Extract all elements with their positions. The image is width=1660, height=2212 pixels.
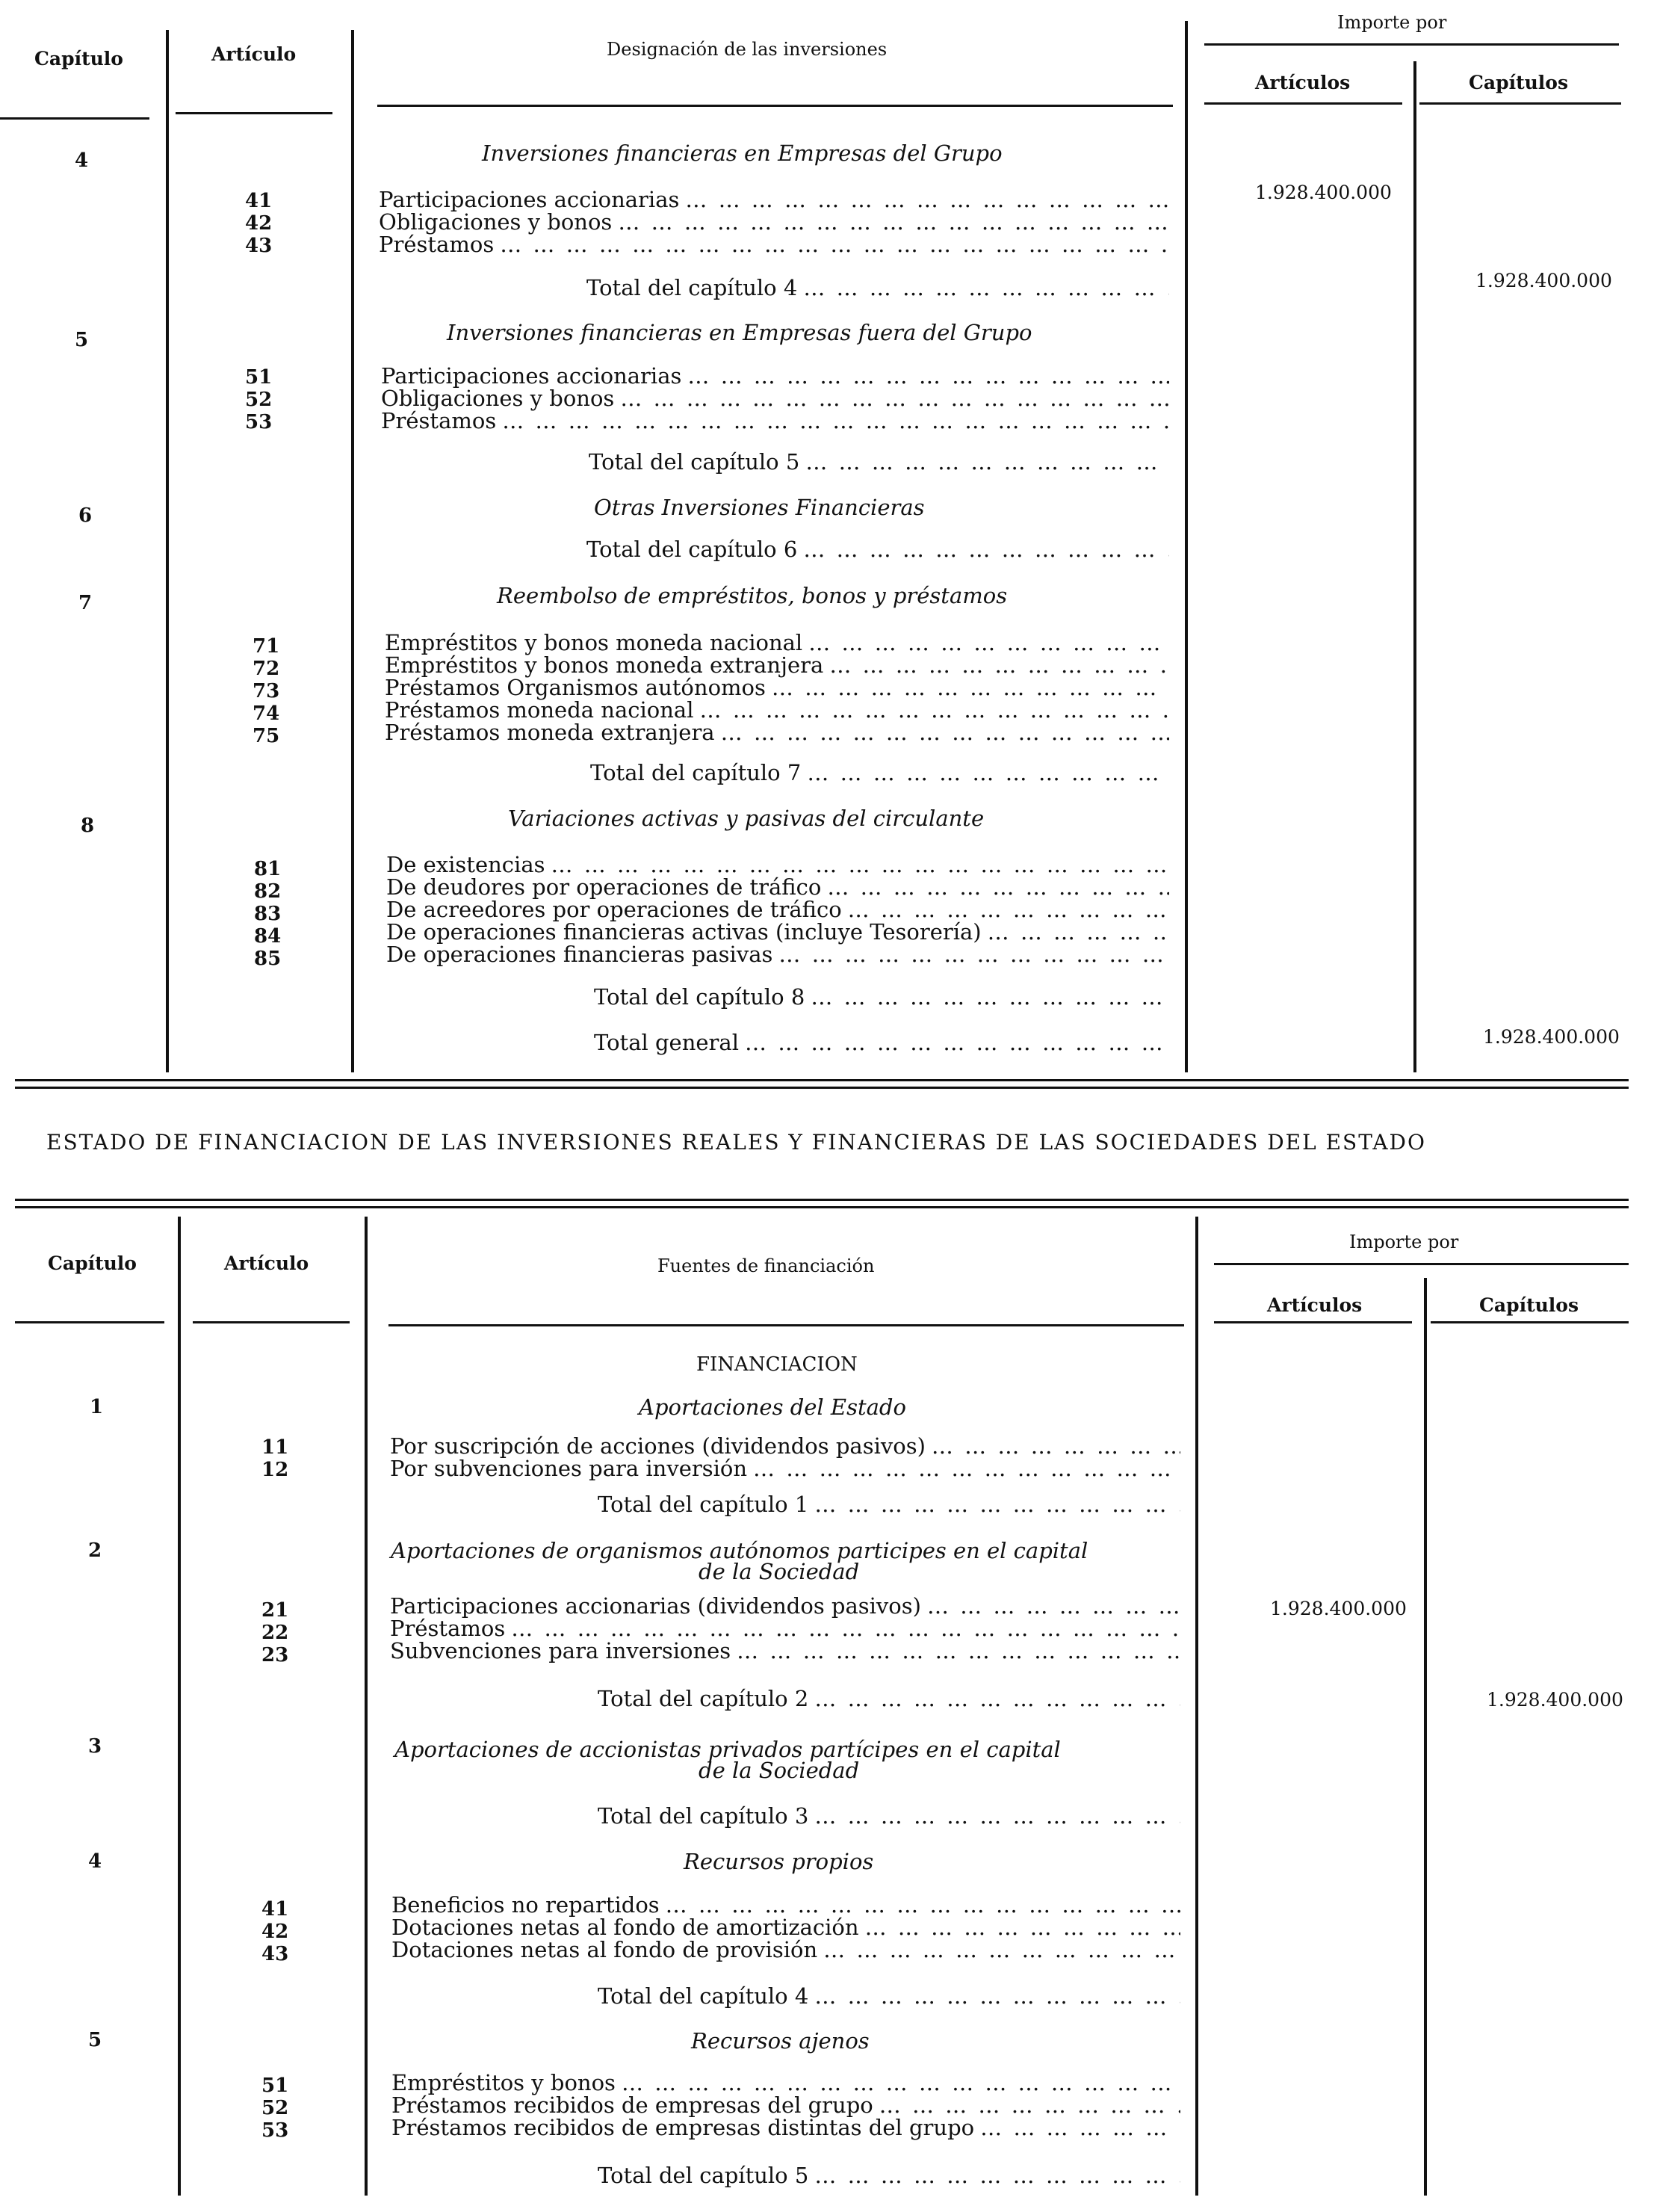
grand-total-amount: 1.928.400.000	[1483, 1026, 1620, 1048]
header-capitulo: Capítulo	[48, 1252, 137, 1274]
header-rule	[1214, 1263, 1629, 1265]
article-line: Préstamos Organismos autónomos … … … … … … … … … … … … … … … … … … … … … … … … … … … … … … … … … … … … … … … … … …	[385, 675, 1169, 700]
column-divider	[178, 1217, 181, 2196]
article-line: De existencias … … … … … … … … … … … … … … … … … … … … … … … … … … … … … … … … … … … … … … … … … …	[386, 852, 1169, 877]
section-double-rule	[15, 1199, 1629, 1201]
article-number: 41	[261, 1898, 289, 1921]
article-line: Préstamos … … … … … … … … … … … … … … … … … … … … … … … … … … … … … … … … … … … … … … … … … …	[379, 232, 1169, 257]
chapter-title: Aportaciones de organismos autónomos participes en el capital	[391, 1538, 1088, 1563]
header-rule	[193, 1321, 350, 1323]
article-amount: 1.928.400.000	[1255, 182, 1392, 203]
article-line: Participaciones accionarias … … … … … … … … … … … … … … … … … … … … … … … … … … … … … … … … … … … … … … … … … …	[379, 187, 1169, 212]
chapter-title: Aportaciones de accionistas privados partícipes en el capital	[394, 1737, 1061, 1762]
article-line: Beneficios no repartidos … … … … … … … … … … … … … … … … … … … … … … … … … … … … … … … … … … … … … … … … … …	[391, 1892, 1180, 1918]
article-number: 53	[245, 411, 273, 433]
chapter-total: Total del capítulo 5 … … … … … … … … … … … … … … … … … … … … … … … … … … … … … … … … … … … … … … … … … …	[598, 2163, 1180, 2188]
section-double-rule	[15, 1206, 1629, 1208]
article-line: De deudores por operaciones de tráfico … … … … … … … … … … … … … … … … … … … … … … … … … … … … … … … … … … … … … … … … … …	[386, 874, 1169, 900]
header-rule	[1204, 102, 1402, 105]
article-number: 74	[253, 702, 280, 725]
chapter-number: 5	[75, 329, 89, 351]
chapter-total: Total del capítulo 4 … … … … … … … … … … … … … … … … … … … … … … … … … … … … … … … … … … … … … … … … … …	[598, 1983, 1180, 2009]
header-importe: Importe por	[1349, 1232, 1459, 1252]
article-line: Préstamos … … … … … … … … … … … … … … … … … … … … … … … … … … … … … … … … … … … … … … … … … …	[381, 408, 1169, 433]
article-number: 51	[245, 366, 273, 389]
article-number: 82	[254, 880, 282, 903]
header-capitulo: Capítulo	[34, 48, 123, 69]
chapter-title: Inversiones financieras en Empresas fuera del Grupo	[447, 320, 1032, 345]
article-line: Préstamos recibidos de empresas del grupo … … … … … … … … … … … … … … … … … … … … … … … … … … … … … … … … … … … … … … … … … …	[391, 2092, 1180, 2118]
header-capitulos: Capítulos	[1469, 72, 1569, 93]
chapter-title: Aportaciones del Estado	[639, 1394, 906, 1420]
article-number: 75	[253, 725, 280, 747]
header-rule	[1419, 102, 1621, 105]
header-rule	[377, 105, 1173, 107]
article-line: Préstamos moneda nacional … … … … … … … … … … … … … … … … … … … … … … … … … … … … … … … … … … … … … … … … … …	[385, 697, 1169, 723]
article-line: Participaciones accionarias … … … … … … … … … … … … … … … … … … … … … … … … … … … … … … … … … … … … … … … … … …	[381, 363, 1169, 389]
grand-total: Total general … … … … … … … … … … … … … … … … … … … … … … … … … … … … … … … … … … … … … … … … … …	[594, 1030, 1169, 1055]
chapter-title-continued: de la Sociedad	[699, 1559, 860, 1584]
header-rule	[0, 117, 149, 120]
chapter-total: Total del capítulo 7 … … … … … … … … … … … … … … … … … … … … … … … … … … … … … … … … … … … … … … … … … …	[590, 760, 1169, 785]
article-line: De operaciones financieras pasivas … … … … … … … … … … … … … … … … … … … … … … … … … … … … … … … … … … … … … … … … … …	[386, 942, 1169, 967]
chapter-title: Recursos propios	[684, 1849, 874, 1874]
article-line: Préstamos moneda extranjera … … … … … … … … … … … … … … … … … … … … … … … … … … … … … … … … … … … … … … … … … …	[385, 720, 1169, 745]
column-divider	[1185, 21, 1188, 1072]
article-number: 85	[254, 948, 282, 970]
header-importe: Importe por	[1337, 12, 1447, 33]
chapter-total: Total del capítulo 5 … … … … … … … … … … … … … … … … … … … … … … … … … … … … … … … … … … … … … … … … … …	[589, 449, 1169, 475]
header-capitulos: Capítulos	[1479, 1294, 1579, 1316]
article-number: 42	[261, 1921, 289, 1943]
column-divider	[166, 30, 169, 1072]
article-amount: 1.928.400.000	[1270, 1598, 1407, 1619]
chapter-number: 7	[78, 592, 93, 614]
article-line: Por suscripción de acciones (dividendos pasivos) … … … … … … … … … … … … … … … … … … … … … … … … … … … … … … … … … … … … … … … … … …	[390, 1433, 1180, 1459]
chapter-total: Total del capítulo 8 … … … … … … … … … … … … … … … … … … … … … … … … … … … … … … … … … … … … … … … … … …	[594, 984, 1169, 1010]
article-number: 52	[261, 2097, 289, 2119]
article-line: Obligaciones y bonos … … … … … … … … … … … … … … … … … … … … … … … … … … … … … … … … … … … … … … … … … …	[379, 209, 1169, 235]
chapter-title: Inversiones financieras en Empresas del Grupo	[482, 140, 1003, 166]
article-number: 73	[253, 680, 280, 702]
article-number: 81	[254, 858, 282, 880]
article-line: Dotaciones netas al fondo de provisión … … … … … … … … … … … … … … … … … … … … … … … … … … … … … … … … … … … … … … … … … …	[391, 1937, 1180, 1962]
article-line: Participaciones accionarias (dividendos pasivos) … … … … … … … … … … … … … … … … … … … … … … … … … … … … … … … … … … … … … … … … … …	[390, 1593, 1180, 1619]
header-articulos: Artículos	[1255, 72, 1351, 93]
article-line: De operaciones financieras activas (incluye Tesorería) … … … … … … … … … … … … … … … … … … … … … … … … … … … … … … … … … … … … … … … … … …	[386, 919, 1169, 945]
header-articulos: Artículos	[1267, 1294, 1363, 1316]
header-rule	[1431, 1321, 1629, 1323]
chapter-number: 5	[88, 2029, 102, 2051]
article-number: 21	[261, 1599, 289, 1622]
header-fuentes: Fuentes de financiación	[657, 1255, 875, 1276]
chapter-number: 1	[90, 1396, 104, 1418]
article-number: 84	[254, 925, 282, 948]
column-divider	[1413, 61, 1416, 1072]
chapter-total: Total del capítulo 6 … … … … … … … … … … … … … … … … … … … … … … … … … … … … … … … … … … … … … … … … … …	[586, 537, 1169, 562]
article-number: 52	[245, 389, 273, 411]
article-line: Empréstitos y bonos … … … … … … … … … … … … … … … … … … … … … … … … … … … … … … … … … … … … … … … … … …	[391, 2070, 1180, 2095]
section-title: ESTADO DE FINANCIACION DE LAS INVERSIONES REALES Y FINANCIERAS DE LAS SOCIEDADES DEL ESTADO	[46, 1130, 1426, 1155]
chapter-number: 3	[88, 1735, 102, 1758]
chapter-total-amount: 1.928.400.000	[1487, 1689, 1623, 1711]
chapter-title-continued: de la Sociedad	[699, 1758, 860, 1783]
article-line: Obligaciones y bonos … … … … … … … … … … … … … … … … … … … … … … … … … … … … … … … … … … … … … … … … … …	[381, 386, 1169, 411]
chapter-total: Total del capítulo 1 … … … … … … … … … … … … … … … … … … … … … … … … … … … … … … … … … … … … … … … … … …	[598, 1492, 1180, 1517]
article-line: Préstamos … … … … … … … … … … … … … … … … … … … … … … … … … … … … … … … … … … … … … … … … … …	[390, 1616, 1180, 1641]
article-number: 83	[254, 903, 282, 925]
header-articulo: Artículo	[211, 43, 297, 65]
chapter-number: 2	[88, 1539, 102, 1562]
article-line: De acreedores por operaciones de tráfico … … … … … … … … … … … … … … … … … … … … … … … … … … … … … … … … … … … … … … … … … …	[386, 897, 1169, 922]
chapter-total: Total del capítulo 4 … … … … … … … … … … … … … … … … … … … … … … … … … … … … … … … … … … … … … … … … … …	[586, 275, 1169, 300]
chapter-number: 4	[88, 1850, 102, 1873]
header-rule	[15, 1321, 164, 1323]
column-divider	[1195, 1217, 1198, 2196]
chapter-number: 4	[75, 149, 89, 172]
chapter-total: Total del capítulo 3 … … … … … … … … … … … … … … … … … … … … … … … … … … … … … … … … … … … … … … … … … …	[598, 1803, 1180, 1829]
chapter-total: Total del capítulo 2 … … … … … … … … … … … … … … … … … … … … … … … … … … … … … … … … … … … … … … … … … …	[598, 1686, 1180, 1711]
section-double-rule	[15, 1087, 1629, 1089]
article-number: 23	[261, 1644, 289, 1666]
header-rule	[388, 1324, 1184, 1326]
article-number: 42	[245, 212, 273, 235]
financing-heading: FINANCIACION	[696, 1353, 858, 1376]
column-divider	[351, 30, 354, 1072]
article-line: Por subvenciones para inversión … … … … … … … … … … … … … … … … … … … … … … … … … … … … … … … … … … … … … … … … … …	[390, 1456, 1180, 1481]
header-rule	[1204, 43, 1619, 46]
column-divider	[1424, 1278, 1427, 2196]
section-double-rule	[15, 1079, 1629, 1081]
article-line: Dotaciones netas al fondo de amortización … … … … … … … … … … … … … … … … … … … … … … … … … … … … … … … … … … … … … … … … … …	[391, 1915, 1180, 1940]
article-number: 71	[253, 635, 280, 658]
article-number: 51	[261, 2074, 289, 2097]
article-line: Empréstitos y bonos moneda nacional … … … … … … … … … … … … … … … … … … … … … … … … … … … … … … … … … … … … … … … … … …	[385, 630, 1169, 655]
header-articulo: Artículo	[224, 1252, 309, 1274]
chapter-title: Otras Inversiones Financieras	[594, 495, 925, 520]
chapter-number: 6	[78, 504, 93, 527]
article-number: 43	[261, 1943, 289, 1965]
article-number: 22	[261, 1622, 289, 1644]
header-rule	[1214, 1321, 1412, 1323]
chapter-title: Recursos ajenos	[691, 2028, 870, 2054]
article-number: 41	[245, 190, 273, 212]
article-line: Empréstitos y bonos moneda extranjera … … … … … … … … … … … … … … … … … … … … … … … … … … … … … … … … … … … … … … … … … …	[385, 652, 1169, 678]
chapter-title: Variaciones activas y pasivas del circulante	[508, 806, 985, 831]
article-number: 11	[261, 1436, 289, 1459]
article-number: 53	[261, 2119, 289, 2142]
article-number: 12	[261, 1459, 289, 1481]
article-number: 72	[253, 658, 280, 680]
chapter-title: Reembolso de empréstitos, bonos y préstamos	[497, 583, 1008, 608]
article-number: 43	[245, 235, 273, 257]
article-line: Subvenciones para inversiones … … … … … … … … … … … … … … … … … … … … … … … … … … … … … … … … … … … … … … … … … …	[390, 1638, 1180, 1663]
chapter-total-amount: 1.928.400.000	[1475, 270, 1612, 291]
header-designacion: Designación de las inversiones	[607, 39, 888, 60]
chapter-number: 8	[81, 815, 95, 837]
column-divider	[365, 1217, 368, 2196]
header-rule	[176, 112, 332, 114]
article-line: Préstamos recibidos de empresas distintas del grupo … … … … … … … … … … … … … … … … … … … … … … … … … … … … … … … … … … … … … … … … … …	[391, 2115, 1180, 2140]
